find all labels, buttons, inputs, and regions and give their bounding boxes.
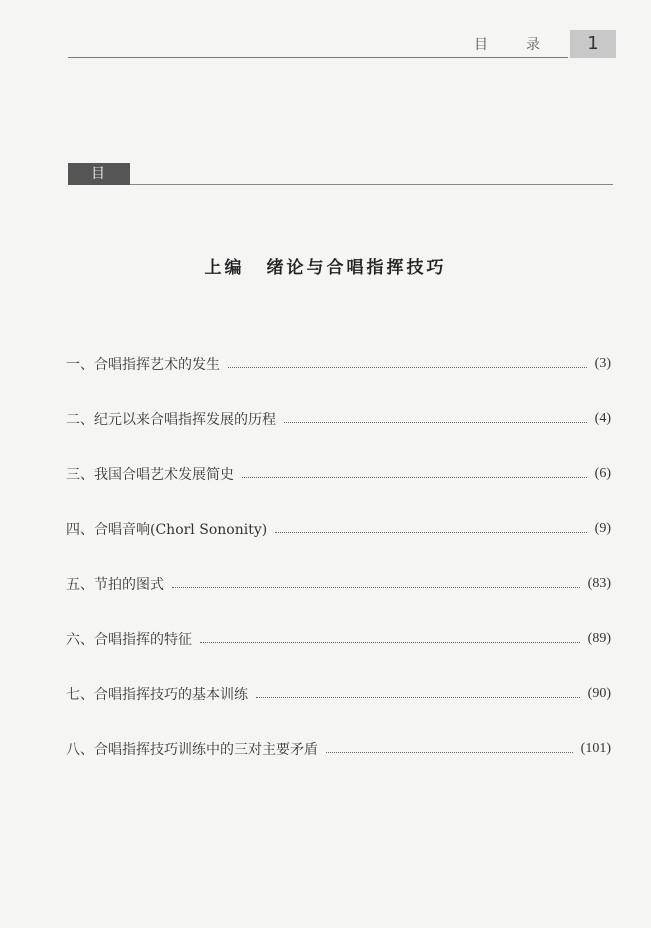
dot-leader (200, 642, 580, 643)
part-heading (0, 253, 651, 278)
header-rule (68, 57, 568, 58)
toc-entry-page: (83) (587, 576, 611, 591)
toc-item[interactable] (66, 464, 611, 484)
dot-leader (172, 587, 580, 588)
dot-leader (284, 422, 587, 423)
dot-leader (275, 532, 586, 533)
running-header (68, 30, 616, 60)
toc-entry-page: (101) (580, 741, 611, 756)
dot-leader (256, 697, 580, 698)
dot-leader (228, 367, 587, 368)
toc-item[interactable] (66, 629, 611, 649)
toc-entry-page: (6) (594, 466, 611, 481)
toc-entry-title: 四、合唱音响(Chorl Sononity) (66, 522, 268, 538)
toc-entry-title: 七、合唱指挥技巧的基本训练 (66, 687, 248, 703)
section-header (68, 163, 613, 204)
page-number: 1 (570, 30, 616, 58)
toc-entry-title: 三、我国合唱艺术发展简史 (66, 467, 234, 483)
section-rule (130, 184, 613, 185)
toc-entry-title: 八、合唱指挥技巧训练中的三对主要矛盾 (66, 742, 318, 758)
toc-entry-title: 六、合唱指挥的特征 (66, 632, 192, 648)
section-label: 目 录 (68, 163, 130, 185)
dot-leader (242, 477, 587, 478)
toc-item[interactable] (66, 354, 611, 374)
toc-entry-page: (90) (587, 686, 611, 701)
toc-entry-title: 二、纪元以来合唱指挥发展的历程 (66, 412, 276, 428)
part-title: 绪论与合唱指挥技巧 (266, 258, 447, 278)
toc-entry-title: 五、节拍的图式 (66, 577, 164, 593)
dot-leader (326, 752, 573, 753)
toc-entry-page: (4) (594, 411, 611, 426)
toc-entry-page: (9) (594, 521, 611, 536)
part-label: 上编 (204, 258, 245, 278)
toc-item[interactable] (66, 739, 611, 759)
toc-item[interactable] (66, 409, 611, 429)
toc-entry-page: (89) (587, 631, 611, 646)
toc-item[interactable] (66, 574, 611, 594)
toc-item[interactable] (66, 684, 611, 704)
toc-entry-page: (3) (594, 356, 611, 371)
toc-entry-title: 一、合唱指挥艺术的发生 (66, 357, 220, 373)
toc-item[interactable] (66, 519, 611, 539)
running-header-title: 目 录 (474, 37, 552, 53)
